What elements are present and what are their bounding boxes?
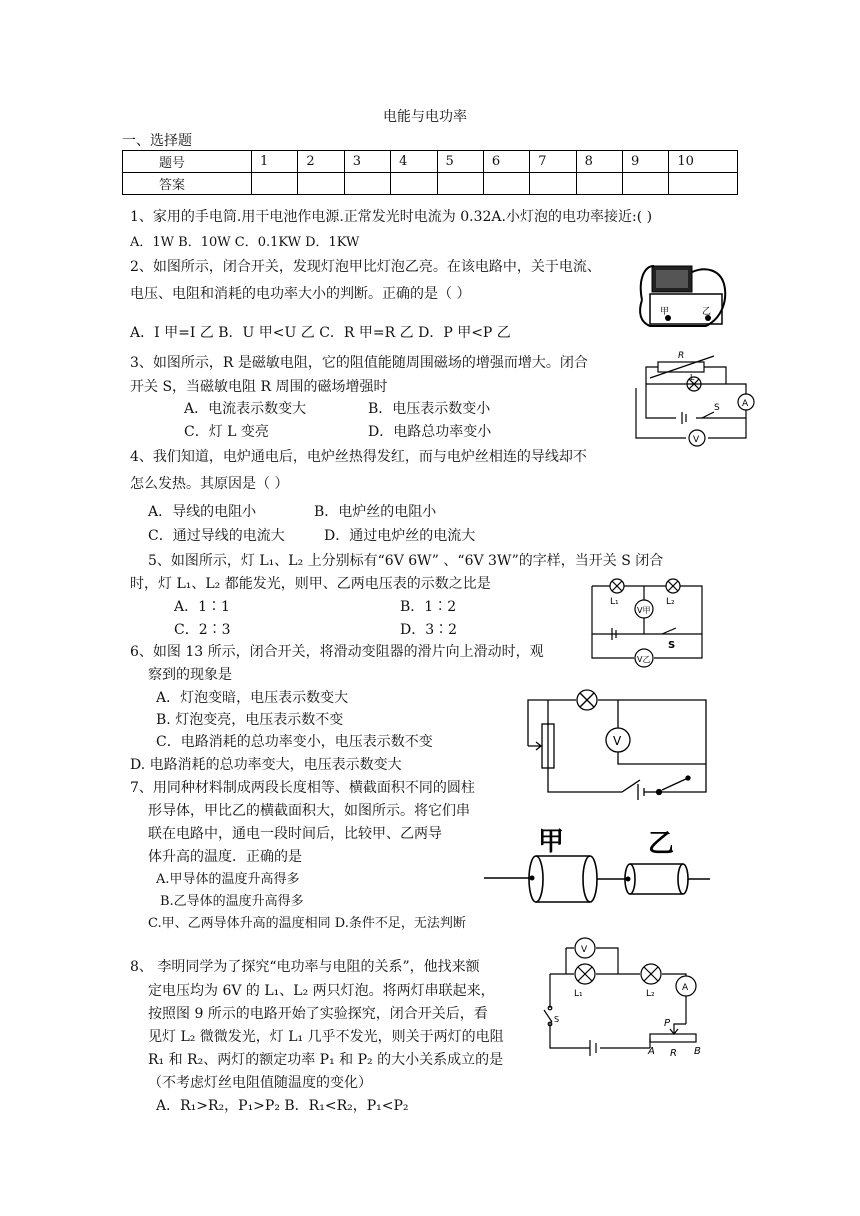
q3-stem-line1: 3、如图所示，R 是磁敏电阻，它的阻值能随周围磁场的增强而增大。闭合 (130, 355, 588, 371)
q3-fig-label-r: R (678, 351, 685, 361)
answer-table (122, 150, 738, 195)
q6-option-b: B. 灯泡变亮，电压表示数不变 (156, 712, 344, 728)
q6-stem-line1: 6、如图 13 所示，闭合开关，将滑动变阻器的滑片向上滑动时，观 (130, 644, 544, 660)
q3-stem-line2: 开关 S，当磁敏电阻 R 周围的磁场增强时 (130, 379, 388, 395)
q5-stem-line1: 5、如图所示，灯 L₁、L₂ 上分别标有“6V 6W” 、“6V 3W”的字样，当开关 S 闭合 (148, 553, 664, 569)
q8-fig-label-p: P (664, 1018, 671, 1029)
answer-cell-2[interactable] (298, 173, 344, 195)
q4-stem-line2: 怎么发热。其原因是（ ） (130, 476, 289, 492)
q6-circuit-figure (520, 684, 730, 800)
q5-option-d: D．3∶2 (400, 622, 458, 638)
table-cell: 5 (437, 151, 483, 173)
q4-option-b: B．电炉丝的电阻小 (314, 504, 437, 520)
q2-stem-line2: 电压、电阻和消耗的电功率大小的判断。正确的是（ ） (130, 286, 471, 302)
table-cell: 6 (483, 151, 529, 173)
q4-stem-line1: 4、我们知道，电炉通电后，电炉丝热得发红，而与电炉丝相连的导线却不 (130, 449, 587, 465)
q4-option-a: A．导线的电阻小 (148, 504, 257, 520)
q8-circuit-figure (540, 930, 720, 1064)
table-row (123, 173, 738, 195)
q2-fig-label-yi: 乙 (702, 307, 712, 317)
q7-option-b: B.乙导体的温度升高得多 (160, 894, 304, 909)
answer-cell-7[interactable] (530, 173, 576, 195)
q1-options: A．1W B．10W C．0.1KW D．1KW (130, 235, 360, 250)
q5-option-b: B．1∶2 (400, 599, 457, 615)
q5-option-c: C．2∶3 (174, 622, 231, 638)
q3-fig-label-l: L (690, 373, 695, 382)
table-cell: 4 (391, 151, 437, 173)
q8-fig-label-l1: L₁ (574, 989, 583, 999)
table-cell: 1 (252, 151, 298, 173)
q5-stem-line2: 时，灯 L₁、L₂ 都能发光，则甲、乙两电压表的示数之比是 (130, 576, 491, 592)
q5-fig-label-v-yi: V乙 (637, 655, 651, 664)
q8-stem-line3: 按照图 9 所示的电路开始了实验探究，闭合开关后，看 (148, 1006, 488, 1022)
table-cell: 2 (298, 151, 344, 173)
q3-fig-label-v: V (693, 435, 700, 445)
q7-fig-label-jia: 甲 (538, 827, 565, 857)
q2-circuit-figure (636, 260, 732, 336)
q5-fig-label-v-jia: V甲 (637, 606, 651, 615)
q6-stem-line2: 察到的现象是 (148, 667, 232, 683)
q7-stem-line2: 形导体，甲比乙的横截面积大，如图所示。将它们串 (148, 803, 470, 819)
q8-stem-line1: 8、 李明同学为了探究“电功率与电阻的关系”，他找来额 (130, 959, 480, 975)
table-header-answer: 答案 (123, 173, 252, 195)
q8-stem-line6: （不考虑灯丝电阻值随温度的变化） (148, 1075, 372, 1091)
q2-fig-label-jia: 甲 (660, 307, 670, 317)
q7-conductor-figure (478, 820, 718, 910)
q8-fig-label-v: V (581, 945, 588, 955)
q5-circuit-figure (584, 574, 714, 670)
q8-stem-line4: 见灯 L₂ 微微发光，灯 L₁ 几乎不发光，则关于两灯的电阻 (148, 1029, 504, 1045)
q2-stem-line1: 2、如图所示，闭合开关，发现灯泡甲比灯泡乙亮。在该电路中，关于电流、 (130, 259, 601, 275)
q8-fig-label-ammeter: A (682, 983, 689, 993)
q4-option-d: D．通过电炉丝的电流大 (324, 528, 476, 544)
answer-cell-8[interactable] (576, 173, 622, 195)
q7-stem-line1: 7、用同种材料制成两段长度相等、横截面积不同的圆柱 (130, 780, 475, 796)
q5-fig-label-l1: L₁ (610, 597, 619, 607)
answer-cell-5[interactable] (437, 173, 483, 195)
table-cell: 7 (530, 151, 576, 173)
q1-stem: 1、家用的手电筒.用干电池作电源.正常发光时电流为 0.32A.小灯泡的电功率接近:( ) (130, 209, 653, 225)
q3-circuit-figure (636, 348, 766, 448)
q8-fig-label-b: B (694, 1046, 701, 1057)
q8-fig-label-a-end: A (648, 1046, 655, 1057)
q3-option-c: C．灯 L 变亮 (184, 424, 269, 440)
q3-fig-label-s: S (714, 403, 720, 413)
q8-fig-label-s: S (554, 1015, 560, 1024)
q8-options: A．R₁>R₂，P₁>P₂ B．R₁<R₂，P₁<P₂ (156, 1098, 409, 1114)
q8-fig-label-l2: L₂ (646, 989, 655, 999)
q5-fig-label-s: S (668, 640, 676, 651)
answer-cell-9[interactable] (623, 173, 669, 195)
q6-option-d: D. 电路消耗的总功率变大，电压表示数变大 (130, 757, 402, 773)
q8-fig-label-r: R (670, 1048, 677, 1059)
q3-fig-label-a: A (742, 399, 749, 409)
table-cell: 9 (623, 151, 669, 173)
table-cell: 8 (576, 151, 622, 173)
q3-option-d: D．电路总功率变小 (368, 424, 492, 440)
table-header-number: 题号 (123, 151, 252, 173)
answer-cell-10[interactable] (669, 173, 738, 195)
answer-cell-3[interactable] (344, 173, 390, 195)
section-heading: 一、选择题 (122, 133, 192, 149)
table-row (123, 151, 738, 173)
answer-cell-1[interactable] (252, 173, 298, 195)
q6-option-a: A．灯泡变暗，电压表示数变大 (156, 690, 349, 706)
q7-fig-label-yi: 乙 (648, 829, 675, 859)
q8-stem-line5: R₁ 和 R₂、两灯的额定功率 P₁ 和 P₂ 的大小关系成立的是 (148, 1052, 504, 1068)
q4-option-c: C．通过导线的电流大 (148, 528, 285, 544)
table-cell: 10 (669, 151, 738, 173)
q6-fig-label-v: V (613, 734, 622, 748)
q6-option-c: C．电路消耗的总功率变小，电压表示数不变 (156, 734, 433, 750)
q5-fig-label-l2: L₂ (666, 597, 675, 607)
page-title: 电能与电功率 (383, 109, 467, 125)
q7-option-a: A.甲导体的温度升高得多 (156, 872, 300, 887)
q7-option-cd: C.甲、乙两导体升高的温度相同 D.条件不足，无法判断 (148, 916, 466, 931)
q3-option-a: A．电流表示数变大 (184, 401, 307, 417)
q8-stem-line2: 定电压均为 6V 的 L₁、L₂ 两只灯泡。将两灯串联起来， (148, 983, 495, 999)
q5-option-a: A．1∶1 (174, 599, 230, 615)
q7-stem-line3: 联在电路中，通电一段时间后，比较甲、乙两导 (148, 826, 442, 842)
q7-stem-line4: 体升高的温度．正确的是 (148, 849, 302, 865)
answer-cell-4[interactable] (391, 173, 437, 195)
q3-option-b: B．电压表示数变小 (368, 401, 491, 417)
table-cell: 3 (344, 151, 390, 173)
q2-options: A．I 甲=I 乙 B．U 甲<U 乙 C．R 甲=R 乙 D．P 甲<P 乙 (130, 325, 511, 341)
answer-cell-6[interactable] (483, 173, 529, 195)
